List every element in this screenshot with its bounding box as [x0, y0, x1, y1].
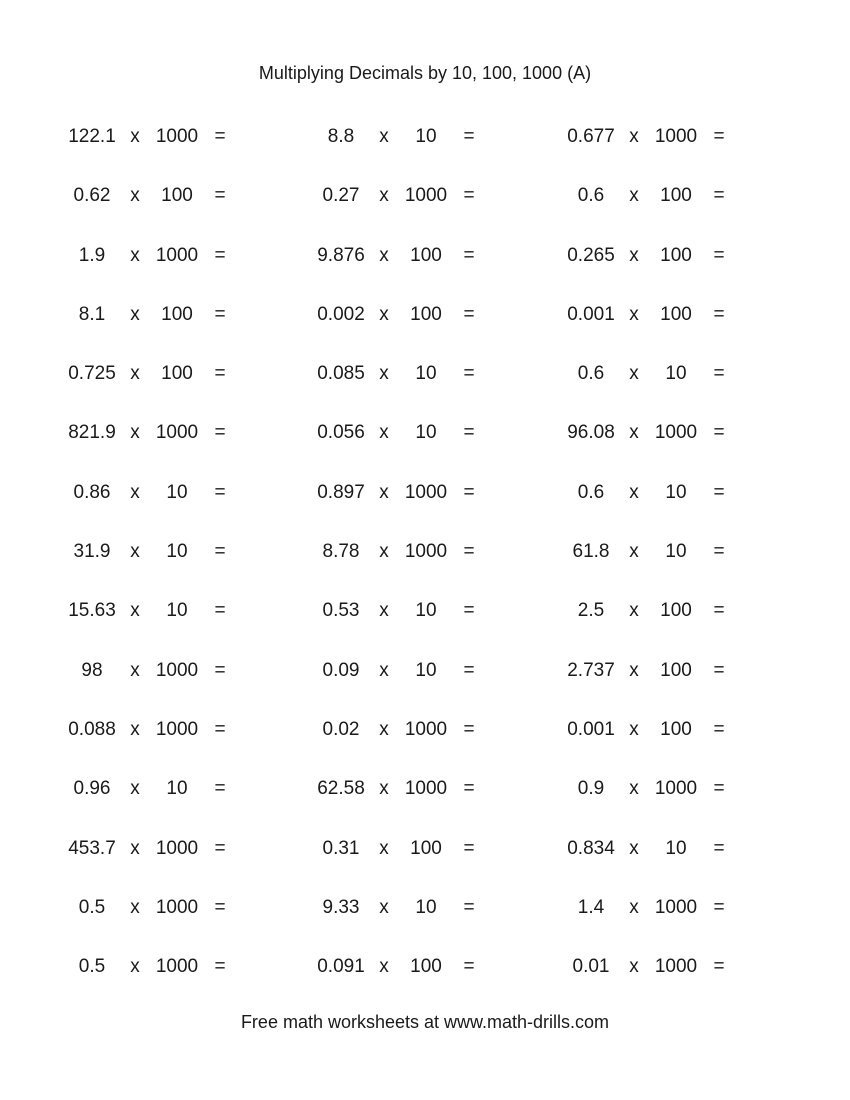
equals-sign: =	[713, 718, 725, 740]
power-of-ten-factor: 1000	[404, 185, 448, 207]
times-sign: x	[629, 896, 639, 918]
equals-sign: =	[713, 896, 725, 918]
power-of-ten-factor: 10	[166, 481, 188, 503]
power-of-ten-factor: 100	[161, 185, 193, 207]
power-of-ten-factor: 1000	[654, 126, 698, 147]
equals-sign: =	[463, 422, 475, 444]
times-sign: x	[130, 363, 140, 385]
power-of-ten-factor: 10	[415, 363, 437, 385]
equals-sign: =	[214, 244, 226, 266]
times-sign: x	[379, 600, 389, 622]
decimal-factor: 0.31	[322, 837, 360, 859]
power-of-ten-factor: 10	[665, 837, 687, 859]
decimal-factor: 0.001	[567, 718, 615, 740]
times-sign: x	[379, 363, 389, 385]
decimal-factor: 0.001	[567, 303, 615, 325]
problem-row	[0, 829, 850, 888]
equals-sign: =	[713, 185, 725, 207]
equals-sign: =	[214, 837, 226, 859]
power-of-ten-factor: 10	[166, 600, 188, 622]
equals-sign: =	[214, 896, 226, 918]
power-of-ten-factor: 1000	[404, 541, 448, 563]
times-sign: x	[379, 185, 389, 207]
power-of-ten-factor: 1000	[155, 896, 199, 918]
decimal-factor: 0.96	[73, 778, 111, 800]
times-sign: x	[130, 244, 140, 266]
times-sign: x	[629, 303, 639, 325]
power-of-ten-factor: 100	[660, 718, 692, 740]
power-of-ten-factor: 100	[161, 363, 193, 385]
times-sign: x	[629, 422, 639, 444]
times-sign: x	[629, 363, 639, 385]
times-sign: x	[379, 837, 389, 859]
power-of-ten-factor: 1000	[155, 244, 199, 266]
power-of-ten-factor: 1000	[155, 126, 199, 147]
equals-sign: =	[713, 956, 725, 978]
decimal-factor: 0.056	[317, 422, 365, 444]
decimal-factor: 0.53	[322, 600, 360, 622]
power-of-ten-factor: 10	[415, 896, 437, 918]
equals-sign: =	[463, 659, 475, 681]
decimal-factor: 0.091	[317, 956, 365, 978]
times-sign: x	[130, 659, 140, 681]
equals-sign: =	[713, 659, 725, 681]
power-of-ten-factor: 100	[410, 837, 442, 859]
times-sign: x	[379, 541, 389, 563]
power-of-ten-factor: 100	[660, 185, 692, 207]
decimal-factor: 0.6	[577, 481, 605, 503]
decimal-factor: 8.8	[327, 126, 355, 147]
equals-sign: =	[463, 778, 475, 800]
equals-sign: =	[463, 126, 475, 147]
decimal-factor: 0.897	[317, 481, 365, 503]
times-sign: x	[130, 541, 140, 563]
equals-sign: =	[214, 600, 226, 622]
decimal-factor: 9.33	[322, 896, 360, 918]
power-of-ten-factor: 100	[660, 303, 692, 325]
worksheet-title: Multiplying Decimals by 10, 100, 1000 (A)	[258, 63, 592, 83]
decimal-factor: 453.7	[68, 837, 116, 859]
times-sign: x	[379, 778, 389, 800]
times-sign: x	[130, 778, 140, 800]
equals-sign: =	[463, 837, 475, 859]
decimal-factor: 1.9	[78, 244, 106, 266]
power-of-ten-factor: 100	[410, 244, 442, 266]
decimal-factor: 0.085	[317, 363, 365, 385]
equals-sign: =	[713, 541, 725, 563]
times-sign: x	[379, 244, 389, 266]
times-sign: x	[130, 600, 140, 622]
power-of-ten-factor: 1000	[155, 956, 199, 978]
times-sign: x	[379, 422, 389, 444]
decimal-factor: 0.9	[577, 778, 605, 800]
equals-sign: =	[463, 956, 475, 978]
equals-sign: =	[713, 126, 725, 147]
equals-sign: =	[214, 778, 226, 800]
times-sign: x	[130, 956, 140, 978]
equals-sign: =	[713, 303, 725, 325]
decimal-factor: 31.9	[73, 541, 111, 563]
decimal-factor: 0.725	[68, 363, 116, 385]
equals-sign: =	[214, 659, 226, 681]
problem-grid	[0, 117, 850, 1006]
power-of-ten-factor: 100	[660, 244, 692, 266]
decimal-factor: 0.088	[68, 718, 116, 740]
problem-row	[0, 591, 850, 650]
power-of-ten-factor: 10	[665, 541, 687, 563]
power-of-ten-factor: 10	[415, 659, 437, 681]
decimal-factor: 0.02	[322, 718, 360, 740]
footer-credit: Free math worksheets at www.math-drills.com	[240, 1012, 610, 1032]
decimal-factor: 0.09	[322, 659, 360, 681]
times-sign: x	[379, 126, 389, 147]
equals-sign: =	[713, 778, 725, 800]
times-sign: x	[379, 481, 389, 503]
times-sign: x	[379, 956, 389, 978]
equals-sign: =	[713, 600, 725, 622]
problem-row	[0, 888, 850, 947]
decimal-factor: 0.265	[567, 244, 615, 266]
decimal-factor: 1.4	[577, 896, 605, 918]
decimal-factor: 8.78	[322, 541, 360, 563]
equals-sign: =	[463, 718, 475, 740]
decimal-factor: 98	[81, 659, 103, 681]
problem-row	[0, 532, 850, 591]
decimal-factor: 0.6	[577, 363, 605, 385]
decimal-factor: 122.1	[68, 126, 116, 147]
decimal-factor: 0.27	[322, 185, 360, 207]
times-sign: x	[130, 303, 140, 325]
equals-sign: =	[214, 185, 226, 207]
times-sign: x	[130, 896, 140, 918]
power-of-ten-factor: 10	[415, 600, 437, 622]
power-of-ten-factor: 100	[161, 303, 193, 325]
times-sign: x	[629, 185, 639, 207]
decimal-factor: 62.58	[317, 778, 365, 800]
times-sign: x	[629, 481, 639, 503]
decimal-factor: 821.9	[68, 422, 116, 444]
power-of-ten-factor: 1000	[155, 718, 199, 740]
power-of-ten-factor: 10	[665, 481, 687, 503]
power-of-ten-factor: 1000	[155, 837, 199, 859]
power-of-ten-factor: 1000	[404, 718, 448, 740]
equals-sign: =	[214, 541, 226, 563]
equals-sign: =	[214, 481, 226, 503]
decimal-factor: 0.002	[317, 303, 365, 325]
problem-row	[0, 176, 850, 235]
times-sign: x	[379, 659, 389, 681]
decimal-factor: 0.62	[73, 185, 111, 207]
power-of-ten-factor: 10	[415, 422, 437, 444]
equals-sign: =	[463, 244, 475, 266]
problem-row	[0, 769, 850, 828]
equals-sign: =	[463, 303, 475, 325]
problem-row	[0, 236, 850, 295]
problem-row	[0, 117, 850, 176]
times-sign: x	[130, 481, 140, 503]
decimal-factor: 2.737	[567, 659, 615, 681]
decimal-factor: 2.5	[577, 600, 605, 622]
power-of-ten-factor: 10	[166, 541, 188, 563]
decimal-factor: 0.677	[567, 126, 615, 147]
power-of-ten-factor: 1000	[654, 778, 698, 800]
power-of-ten-factor: 10	[166, 778, 188, 800]
problem-row	[0, 413, 850, 472]
times-sign: x	[629, 126, 639, 147]
times-sign: x	[629, 600, 639, 622]
times-sign: x	[629, 718, 639, 740]
decimal-factor: 8.1	[78, 303, 106, 325]
times-sign: x	[130, 718, 140, 740]
decimal-factor: 0.86	[73, 481, 111, 503]
power-of-ten-factor: 100	[660, 659, 692, 681]
equals-sign: =	[463, 363, 475, 385]
times-sign: x	[629, 659, 639, 681]
times-sign: x	[629, 778, 639, 800]
times-sign: x	[629, 541, 639, 563]
equals-sign: =	[463, 185, 475, 207]
equals-sign: =	[463, 481, 475, 503]
decimal-factor: 9.876	[317, 244, 365, 266]
decimal-factor: 0.834	[567, 837, 615, 859]
power-of-ten-factor: 10	[665, 363, 687, 385]
times-sign: x	[379, 303, 389, 325]
times-sign: x	[130, 126, 140, 147]
equals-sign: =	[214, 363, 226, 385]
power-of-ten-factor: 100	[410, 303, 442, 325]
power-of-ten-factor: 10	[415, 126, 437, 147]
equals-sign: =	[214, 956, 226, 978]
times-sign: x	[629, 244, 639, 266]
times-sign: x	[629, 956, 639, 978]
equals-sign: =	[713, 363, 725, 385]
equals-sign: =	[713, 422, 725, 444]
decimal-factor: 0.6	[577, 185, 605, 207]
decimal-factor: 15.63	[68, 600, 116, 622]
equals-sign: =	[463, 541, 475, 563]
power-of-ten-factor: 1000	[654, 896, 698, 918]
equals-sign: =	[214, 126, 226, 147]
problem-row	[0, 295, 850, 354]
problem-row	[0, 354, 850, 413]
equals-sign: =	[463, 896, 475, 918]
problem-row	[0, 710, 850, 769]
times-sign: x	[379, 718, 389, 740]
equals-sign: =	[214, 303, 226, 325]
times-sign: x	[379, 896, 389, 918]
decimal-factor: 0.01	[572, 956, 610, 978]
decimal-factor: 96.08	[567, 422, 615, 444]
problem-row	[0, 473, 850, 532]
decimal-factor: 61.8	[572, 541, 610, 563]
power-of-ten-factor: 1000	[654, 422, 698, 444]
power-of-ten-factor: 100	[660, 600, 692, 622]
power-of-ten-factor: 1000	[155, 422, 199, 444]
equals-sign: =	[214, 422, 226, 444]
power-of-ten-factor: 100	[410, 956, 442, 978]
equals-sign: =	[713, 837, 725, 859]
power-of-ten-factor: 1000	[404, 778, 448, 800]
power-of-ten-factor: 1000	[404, 481, 448, 503]
times-sign: x	[629, 837, 639, 859]
decimal-factor: 0.5	[78, 896, 106, 918]
power-of-ten-factor: 1000	[654, 956, 698, 978]
problem-row	[0, 651, 850, 710]
equals-sign: =	[463, 600, 475, 622]
equals-sign: =	[713, 244, 725, 266]
times-sign: x	[130, 185, 140, 207]
problem-row	[0, 947, 850, 1006]
times-sign: x	[130, 422, 140, 444]
equals-sign: =	[713, 481, 725, 503]
decimal-factor: 0.5	[78, 956, 106, 978]
power-of-ten-factor: 1000	[155, 659, 199, 681]
equals-sign: =	[214, 718, 226, 740]
times-sign: x	[130, 837, 140, 859]
